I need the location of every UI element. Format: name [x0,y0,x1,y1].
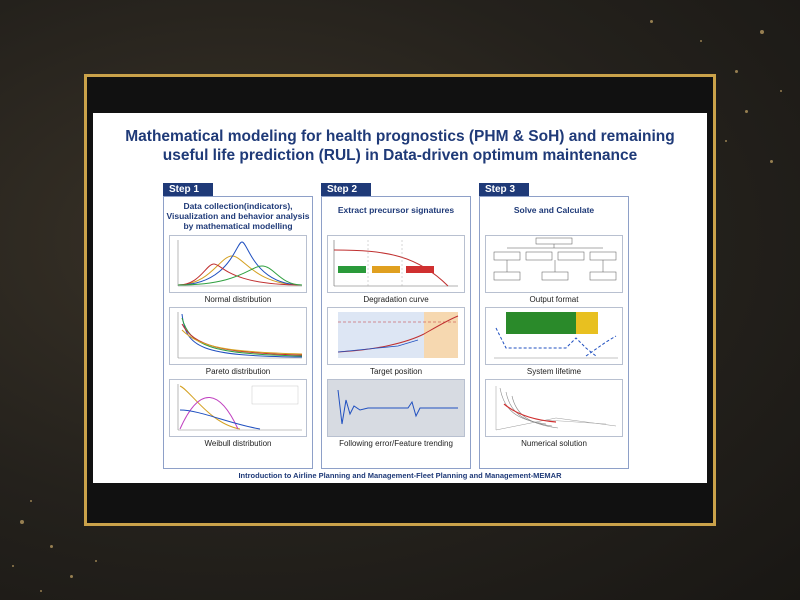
numerical-solution-plot [485,379,623,437]
step-1-tag: Step 1 [163,183,213,196]
step-3-caption-3: Numerical solution [521,439,587,448]
system-lifetime-plot [485,307,623,365]
slide-footer: Introduction to Airline Planning and Management-Fleet Planning and Management-MEMAR [238,471,562,480]
step-2-caption-3: Following error/Feature trending [339,439,453,448]
step-1-heading-line-1: Data collection(indicators), [183,201,293,211]
step-2-tag: Step 2 [321,183,371,196]
step-2-heading: Extract precursor signatures [337,205,455,215]
output-format-flowchart [485,235,623,293]
step-3-column [479,183,629,469]
step-3-tag: Step 3 [479,183,529,196]
target-position-plot [327,307,465,365]
degradation-curve-diagram [327,235,465,293]
step-1-caption-3: Weibull distribution [204,439,272,448]
step-1-heading-line-2: Visualization and behavior analysis [166,211,310,221]
picture-frame [84,74,716,526]
slide-title [93,127,707,165]
step-1-caption-1: Normal distribution [204,295,272,304]
step-2-column [321,183,471,469]
step-2-caption-1: Degradation curve [363,295,429,304]
step-3-caption-1: Output format [529,295,579,304]
title-line-1: Mathematical modeling for health prognostics (PHM & SoH) and remaining [125,128,675,145]
step-1-heading-line-3: by mathematical modelling [183,221,293,231]
step-1-heading [163,201,313,231]
weibull-distribution-plot [169,379,307,437]
step-3-heading: Solve and Calculate [513,205,595,215]
pareto-distribution-plot [169,307,307,365]
following-error-plot [327,379,465,437]
normal-distribution-plot [169,235,307,293]
step-2-caption-2: Target position [369,367,423,376]
step-1-column [163,183,313,469]
slide [93,113,707,483]
step-1-caption-2: Pareto distribution [205,367,271,376]
step-3-caption-2: System lifetime [526,367,582,376]
title-line-2: useful life prediction (RUL) in Data-driven optimum maintenance [162,147,638,164]
